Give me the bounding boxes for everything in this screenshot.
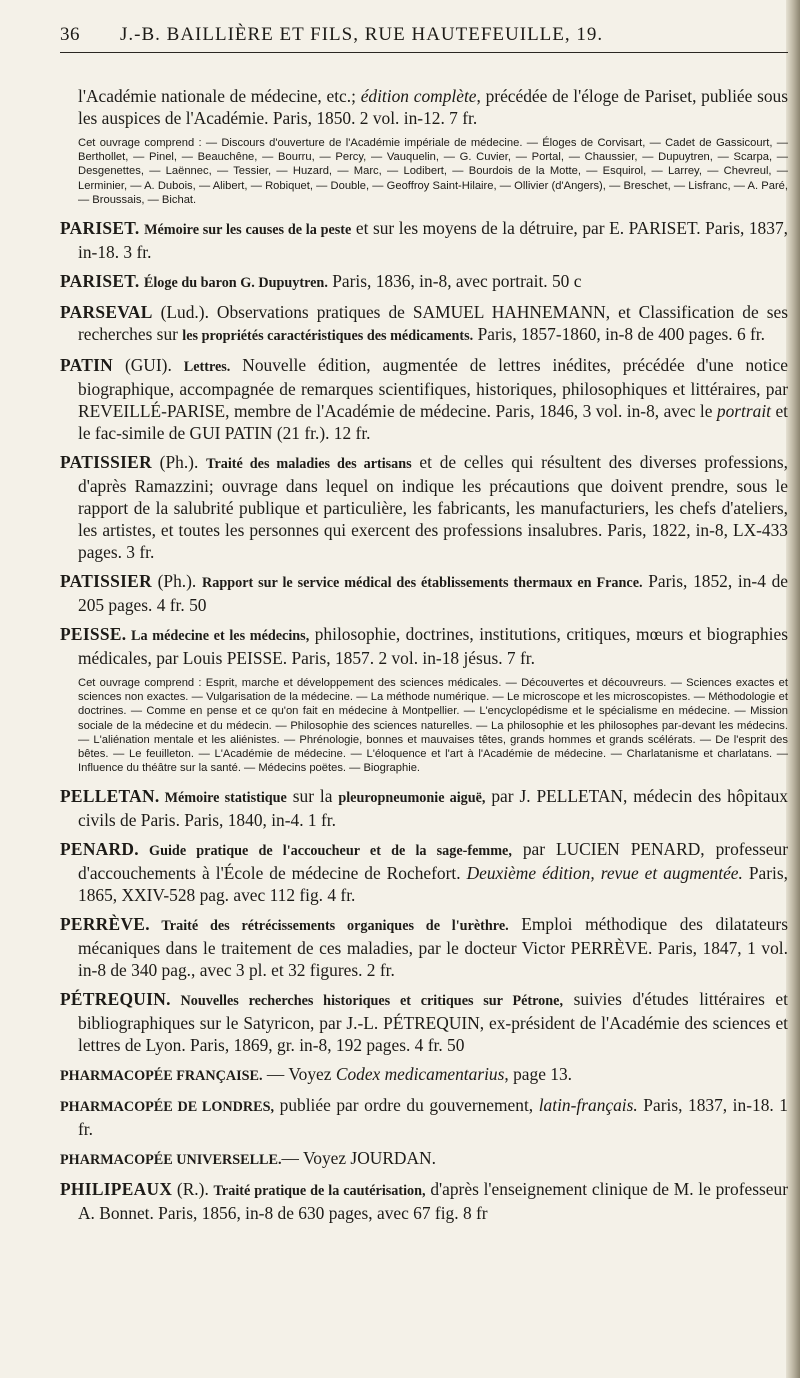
entry-title: Mémoire sur les causes de la peste [144, 222, 352, 239]
entry-title: PHARMACOPÉE DE LONDRES, [60, 1099, 275, 1116]
entry-author-suffix: (GUI). [113, 355, 184, 376]
entry-text: Observations pratiques de SAMUEL HAHNEMANN, et Classification de ses recherches sur [78, 302, 788, 345]
entry-author: PÉTREQUIN. [60, 989, 171, 1010]
entry-italic: Deuxième édition, revue et augmentée. [466, 863, 743, 884]
entry-note: Cet ouvrage comprend : — Discours d'ouverture de l'Académie impériale de médecine. — Éloges de Corvisart, — Cadet de Gassicourt, — Berthollet, — Pinel, — Beauchêne, — Bourru, — Percy, — Vauquelin, — G. Cuvier, — Portal, — Chaussier, — Dupuytren, — Scarpa, — Desgenettes, — Laënnec, — Tessier, — Huzard, — Marc, — Lodibert, — Bourdois de la Motte, — Esquirol, — Larrey, — Chevreul, — Lerminier, — A. Dubois, — Alibert, — Robiquet, — Double, — Geoffroy Saint-Hilaire, — Ollivier (d'Angers), — Breschet, — Lisfranc, — A. Paré, — Broussais, — Bichat. [78, 137, 788, 206]
entry-edition: édition complète [360, 86, 477, 106]
entry-text: — Voyez [262, 1064, 336, 1085]
entry-text: l'Académie nationale de médecine, etc.; [78, 86, 361, 106]
entry-italic: Codex medicamentarius [335, 1064, 505, 1085]
entry-parseval [60, 301, 788, 347]
entry-author-suffix: (Lud.). [152, 302, 217, 323]
entry-text: par J. PELLETAN, médecin des hôpitaux civils de Paris. Paris, 1840, in-4. 1 fr. [78, 786, 788, 831]
entry-petrequin [60, 988, 788, 1056]
entry-text: Paris, 1857-1860, in-8 de 400 pages. 6 fr. [473, 324, 765, 345]
book-spine-edge [786, 0, 800, 1378]
entry-patin [60, 354, 788, 444]
entry-text: publiée par ordre du gouvernement, [274, 1095, 539, 1116]
entry-pelletan [60, 785, 788, 831]
entry-text: sur la [286, 786, 339, 807]
entry-text: Paris, 1837, in-18. 1 fr. [78, 1095, 788, 1140]
entry-patissier-traite [60, 451, 788, 563]
entry-author: PATISSIER [60, 571, 152, 592]
catalogue-page [60, 24, 788, 1231]
entry-pariset-eloges [60, 85, 788, 129]
entry-text: suivies d'études littéraires et bibliographiques sur le Satyricon, par J.-L. PÉTREQUIN, ex-président de l'Académie des sciences et lettres de Lyon. Paris, 1869, gr. in-8, 192 pages. 4 fr. 50 [78, 989, 788, 1056]
entry-philipeaux [60, 1178, 788, 1224]
entry-title: pleuropneumonie aiguë, [338, 790, 486, 807]
entry-title: les propriétés caractéristiques des médicaments. [182, 328, 474, 345]
entry-author: PARSEVAL [60, 302, 153, 323]
entry-title: Nouvelles recherches historiques et critiques sur Pétrone, [170, 993, 564, 1010]
running-header [60, 24, 788, 53]
page-number: 36 [60, 24, 80, 45]
entry-patissier-rapport [60, 570, 788, 616]
entry-text: , précédée de l'éloge de Pariset, publiée sous les auspices de l'Académie. Paris, 1850. 2 vol. in-12. 7 fr. [78, 86, 788, 128]
entry-title: Traité des maladies des artisans [206, 456, 412, 473]
entry-title: Traité des rétrécissements organiques de l'urèthre. [149, 918, 509, 935]
entry-author: PERRÈVE. [60, 914, 150, 935]
entry-title: Mémoire statistique [159, 790, 287, 807]
entry-title: Guide pratique de l'accoucheur et de la sage-femme, [138, 843, 512, 860]
entry-author: PHILIPEAUX [60, 1179, 173, 1200]
entry-pariset-memoire [60, 217, 788, 263]
entry-text: et de celles qui résultent des diverses professions, d'après Ramazzini; ouvrage dans lequel on indique les précautions que doivent prendre, sous le rapport de la salubrité publique et particulière, les fabricants, les manufacturiers, les chefs d'ateliers, les artistes, et toutes les personnes qui exercent des professions insalubres. Paris, 1822, in-8, LX-433 pages. 3 fr. [78, 452, 788, 563]
publisher-line: J.-B. BAILLIÈRE ET FILS, RUE HAUTEFEUILLE, 19. [120, 24, 604, 45]
entry-note: Cet ouvrage comprend : Esprit, marche et développement des sciences médicales. — Découvertes et découvreurs. — Sciences exactes et sciences non exactes. — Vulgarisation de la médecine. — La méthode numérique. — Le microscope et les microscopistes. — Méthodologie et doctrines. — Comme en pense et ce qu'on fait en médecine à Montpellier. — L'encyclopédisme et le spécialisme en médecine. — Mission sociale de la médecine et du médecin. — Philosophie des sciences naturelles. — La philosophie et les philosophes par-devant les médecins. — L'aliénation mentale et les aliénistes. — Phrénologie, bonnes et mauvaises têtes, grands hommes et grands scélérats. — De l'esprit des bêtes. — Le feuilleton. — L'Académie de médecine. — L'éloquence et l'art à l'Académie de médecine. — Charlatanisme et charlatans. — Influence du théâtre sur la santé. — Médecins poëtes. — Biographie. [78, 677, 788, 775]
entry-text: — Voyez JOURDAN. [281, 1148, 436, 1169]
catalogue-entries [60, 85, 788, 1224]
entry-text: Paris, 1852, in-4 de 205 pages. 4 fr. 50 [78, 571, 789, 616]
entry-title: La médecine et les médecins, [126, 628, 310, 645]
entry-text: par LUCIEN PENARD, professeur d'accouchements à l'École de médecine de Rochefort. [78, 839, 789, 884]
entry-author: PELLETAN. [60, 786, 160, 807]
entry-perreve [60, 913, 788, 981]
entry-italic: portrait [716, 401, 771, 422]
entry-title: Lettres. [183, 359, 231, 376]
entry-italic: latin-français. [538, 1095, 638, 1116]
entry-title: PHARMACOPÉE UNIVERSELLE. [60, 1152, 282, 1169]
entry-author: PATISSIER [60, 452, 152, 473]
entry-text: et le fac-simile de GUI PATIN (21 fr.). 12 fr. [78, 401, 788, 444]
entry-pharm-londres [60, 1094, 788, 1140]
entry-title: PHARMACOPÉE FRANÇAISE. [60, 1068, 263, 1085]
entry-title: Traité pratique de la cautérisation, [213, 1183, 426, 1200]
entry-text: Paris, 1865, XXIV-528 pag. avec 112 fig. 4 fr. [78, 863, 788, 906]
entry-penard [60, 838, 788, 906]
entry-author-suffix: (Ph.). [151, 452, 207, 473]
entry-author: PEISSE. [60, 624, 127, 645]
entry-pariset-eloge [60, 270, 788, 294]
entry-author-suffix: (Ph.). [151, 571, 202, 592]
entry-peisse [60, 623, 788, 669]
entry-pharm-francaise [60, 1063, 788, 1087]
entry-text: philosophie, doctrines, institutions, critiques, mœurs et biographies médicales, par Louis PEISSE. Paris, 1857. 2 vol. in-18 jésus. 7 fr. [78, 624, 788, 669]
entry-author: PARISET. [60, 218, 140, 239]
entry-text: Nouvelle édition, augmentée de lettres inédites, précédée d'une notice biographique, accompagnée de remarques scientifiques, historiques, philosophiques et littéraires, par REVEILLÉ-PARISE, membre de l'Académie de médecine. Paris, 1846, 3 vol. in-8, avec le [78, 355, 788, 422]
entry-author: PARISET. [60, 271, 140, 292]
entry-text: Emploi méthodique des dilatateurs mécaniques dans le traitement de ces maladies, par le docteur Victor PERRÈVE. Paris, 1847, 1 vol. in-8 de 340 pag., avec 3 pl. et 32 figures. 2 fr. [78, 914, 788, 981]
entry-text: et sur les moyens de la détruire, par E. PARISET. Paris, 1837, in-18. 3 fr. [78, 218, 788, 263]
entry-text: , page 13. [504, 1064, 573, 1085]
entry-text: Paris, 1836, in-8, avec portrait. 50 c [327, 271, 582, 292]
entry-text: d'après l'enseignement clinique de M. le professeur A. Bonnet. Paris, 1856, in-8 de 630 pages, avec 67 fig. 8 fr [78, 1179, 788, 1224]
entry-pharm-universelle [60, 1147, 788, 1171]
entry-author: PENARD. [60, 839, 139, 860]
entry-author: PATIN [60, 355, 114, 376]
entry-title: Rapport sur le service médical des établissements thermaux en France. [201, 575, 643, 592]
entry-author-suffix: (R.). [172, 1179, 214, 1200]
entry-title: Éloge du baron G. Dupuytren. [143, 275, 328, 292]
